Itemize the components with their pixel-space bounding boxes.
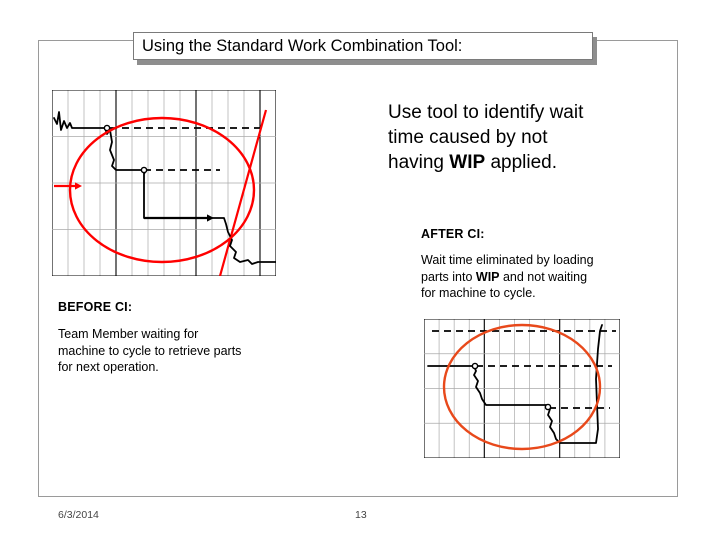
before-ci-heading: BEFORE CI: — [58, 300, 133, 314]
after-body-line-2-prefix: parts into — [421, 269, 476, 284]
page-title: Using the Standard Work Combination Tool: — [142, 36, 463, 55]
chart-after-ci — [424, 319, 620, 458]
footer-page-number: 13 — [355, 509, 367, 521]
after-ci-chart-svg — [424, 319, 620, 458]
work-node-1 — [472, 363, 477, 368]
work-node-2 — [141, 167, 146, 172]
main-text-line-3-suffix: applied. — [485, 152, 558, 173]
main-bullet-text — [388, 100, 658, 175]
before-body-line-1: Team Member waiting for — [58, 327, 199, 341]
after-ci-heading: AFTER CI: — [421, 227, 485, 241]
after-body-wip-emphasis: WIP — [475, 269, 500, 284]
main-text-line-2: time caused by not — [388, 127, 548, 148]
main-text-line-3-prefix: having — [388, 152, 450, 173]
after-body-line-2-suffix: and not waiting — [499, 269, 588, 284]
work-node-2 — [545, 404, 550, 409]
main-text-wip-emphasis: WIP — [449, 152, 486, 173]
main-text-line-1: Use tool to identify wait — [388, 102, 584, 123]
before-body-line-3: for next operation. — [58, 360, 159, 374]
slide-title-box — [133, 32, 593, 60]
before-ci-body — [58, 326, 308, 376]
before-body-line-2: machine to cycle to retrieve parts — [58, 343, 242, 358]
chart-before-ci — [52, 90, 276, 276]
after-body-line-1: Wait time eliminated by loading — [421, 253, 594, 267]
footer-date: 6/3/2014 — [58, 509, 99, 521]
before-ci-chart-svg — [52, 90, 276, 276]
after-body-line-3: for machine to cycle. — [421, 286, 536, 300]
after-ci-body — [421, 252, 661, 302]
